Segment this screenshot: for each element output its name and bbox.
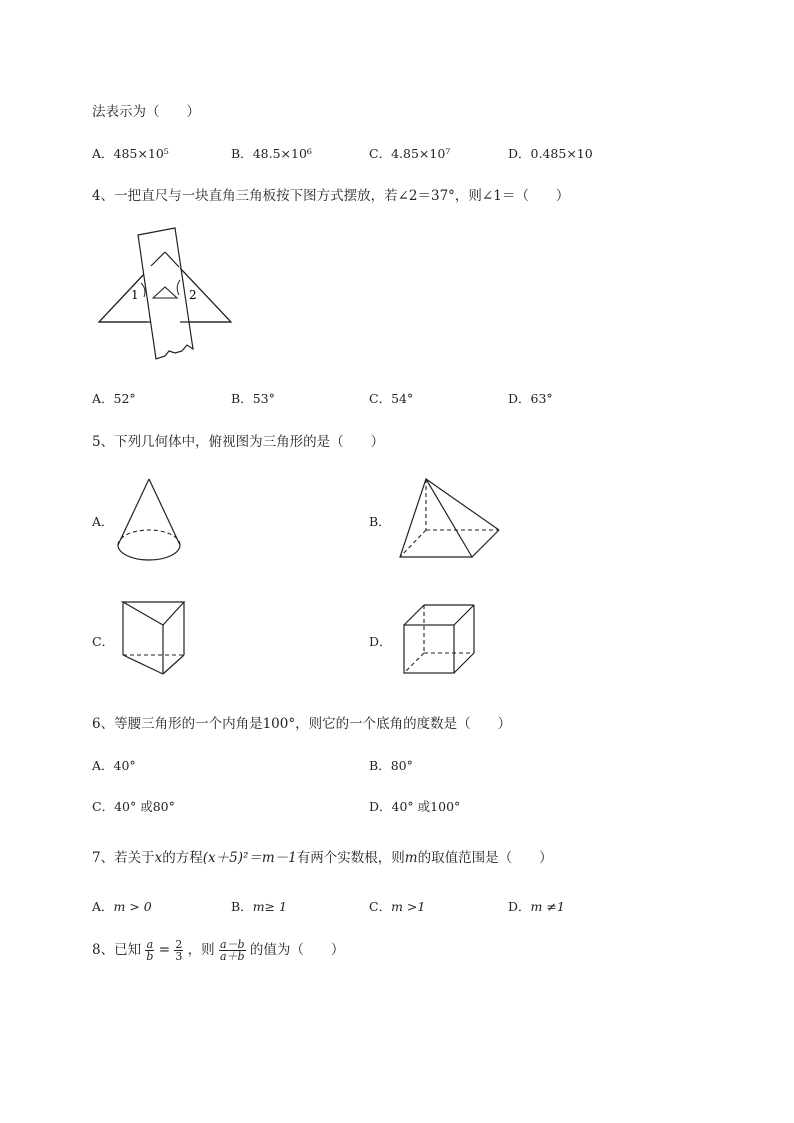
option-letter: D． <box>369 799 392 814</box>
q5-option-a-letter: A． <box>92 514 114 529</box>
option-text: 40° 或100° <box>391 799 461 814</box>
option-letter: A． <box>92 758 114 773</box>
var-m: m <box>404 850 418 866</box>
equals-sign: = <box>158 942 171 958</box>
option-text: 4.85×10⁷ <box>391 146 451 161</box>
q5-stem: 5、下列几何体中，俯视图为三角形的是（ ） <box>92 434 385 450</box>
q7-suffix: 的取值范围是（ ） <box>417 850 553 866</box>
fraction-numerator: 2 <box>175 938 183 951</box>
option-letter: B． <box>231 391 253 406</box>
angle2-label: 2 <box>189 288 197 302</box>
option-text: 54° <box>391 391 414 406</box>
option-text: 0.485×10 <box>530 146 593 161</box>
q7-option-d <box>508 897 565 915</box>
cube-figure <box>400 603 478 675</box>
option-text: 80° <box>390 758 413 773</box>
fraction-2-over-3 <box>174 939 183 962</box>
q4-stem: 4、一把直尺与一块直角三角板按下图方式摆放，若∠2＝37°，则∠1＝（ ） <box>92 188 570 204</box>
fraction-numerator: a－b <box>219 938 245 951</box>
q6-option-d <box>369 797 460 815</box>
q5-option-d-letter: D． <box>369 634 392 649</box>
var-x: x <box>154 850 163 866</box>
pyramid-figure <box>396 475 504 565</box>
option-letter: C． <box>369 899 392 914</box>
q7-option-a <box>92 897 152 915</box>
q5-option-c-letter: C． <box>92 634 115 649</box>
q3-stem-tail: 法表示为（ ） <box>92 104 200 120</box>
q4-option-a <box>92 389 136 407</box>
q7-option-c <box>369 897 425 915</box>
option-letter: A． <box>92 146 114 161</box>
angle1-arc <box>141 283 145 297</box>
q6-option-b <box>369 756 413 774</box>
q3-option-c <box>369 144 450 162</box>
q7-prefix: 7、若关于 <box>92 850 155 866</box>
q8-suffix: 的值为（ ） <box>249 942 345 958</box>
q6-option-a <box>92 756 136 774</box>
option-letter: D． <box>508 391 531 406</box>
q3-option-b <box>231 144 312 162</box>
q4-option-c <box>369 389 413 407</box>
q7-mid1: 的方程 <box>162 850 203 866</box>
q7-mid2: 有两个实数根，则 <box>296 850 405 866</box>
fraction-numerator: a <box>146 938 154 951</box>
q7-option-b <box>231 897 287 915</box>
q7-equation: (x＋5)²＝m－1 <box>202 850 297 866</box>
option-text: m≥ 1 <box>252 899 287 914</box>
option-text: 63° <box>530 391 553 406</box>
option-text: 485×10⁵ <box>113 146 169 161</box>
option-letter: B． <box>369 758 391 773</box>
q7-stem <box>92 846 553 866</box>
option-text: 48.5×10⁶ <box>252 146 312 161</box>
q8-prefix: 8、已知 <box>92 942 142 958</box>
cone-figure <box>115 477 185 563</box>
option-letter: A． <box>92 391 114 406</box>
fraction-a-over-b <box>145 939 154 962</box>
option-letter: B． <box>231 146 253 161</box>
option-letter: C． <box>369 391 392 406</box>
option-text: 40° <box>113 758 136 773</box>
ruler-triangle-figure <box>95 225 235 360</box>
option-text: m >1 <box>391 899 426 914</box>
q4-option-b <box>231 389 275 407</box>
q3-option-a <box>92 144 169 162</box>
triangular-prism-figure <box>118 598 190 676</box>
option-text: 40° 或80° <box>114 799 175 814</box>
q6-option-c <box>92 797 175 815</box>
fraction-denominator: a＋b <box>219 950 245 963</box>
fraction-expression <box>219 939 246 962</box>
option-text: m ≠1 <box>530 899 565 914</box>
option-text: 52° <box>113 391 136 406</box>
option-letter: B． <box>231 899 253 914</box>
option-letter: A． <box>92 899 114 914</box>
q3-option-d <box>508 144 593 162</box>
option-letter: D． <box>508 146 531 161</box>
q8-stem <box>92 938 344 962</box>
fraction-denominator: 3 <box>175 950 183 963</box>
option-text: 53° <box>252 391 275 406</box>
option-letter: D． <box>508 899 531 914</box>
q5-option-b-letter: B． <box>369 514 391 529</box>
q8-mid: ，则 <box>187 942 215 958</box>
option-letter: C． <box>369 146 392 161</box>
q4-option-d <box>508 389 553 407</box>
q6-stem: 6、等腰三角形的一个内角是100°，则它的一个底角的度数是（ ） <box>92 716 512 732</box>
fraction-denominator: b <box>146 950 154 963</box>
ruler <box>138 228 193 359</box>
option-text: m > 0 <box>113 899 152 914</box>
angle1-label: 1 <box>131 288 139 302</box>
option-letter: C． <box>92 799 115 814</box>
